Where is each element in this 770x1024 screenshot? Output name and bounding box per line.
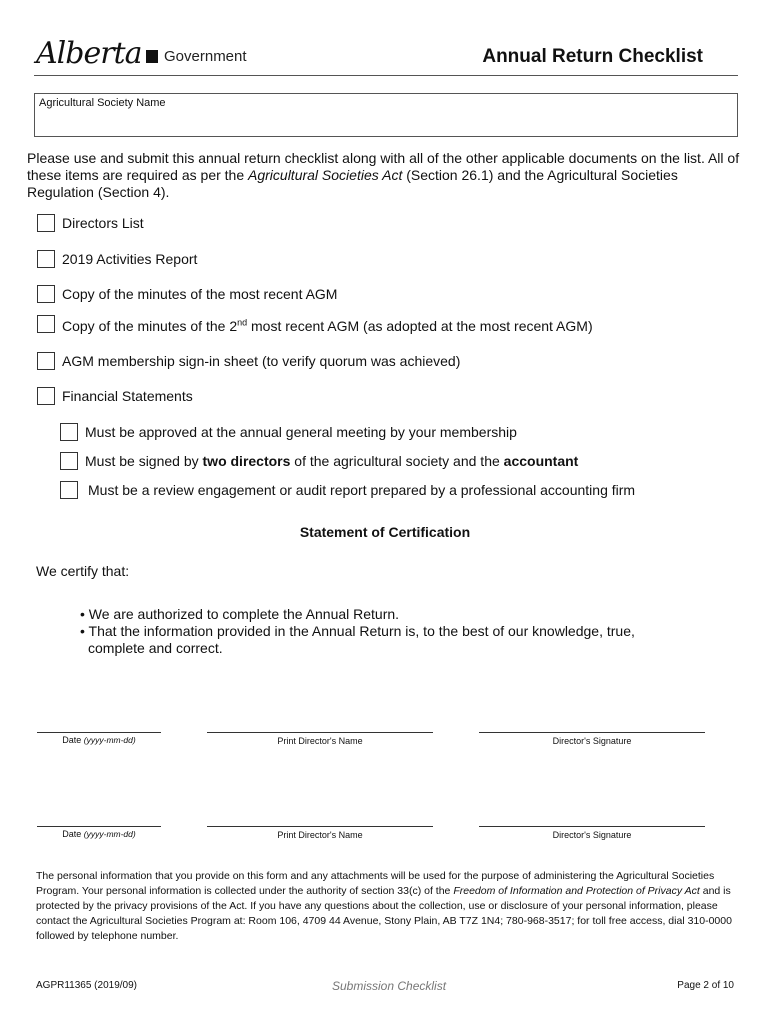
signed-text-two-directors: two directors <box>202 453 291 469</box>
financial-statements-checkbox[interactable] <box>37 387 55 405</box>
society-name-field[interactable] <box>34 93 738 137</box>
minutes-2nd-text-a: Copy of the minutes of the 2 <box>62 318 238 334</box>
print-name-label-1: Print Director's Name <box>277 736 363 746</box>
signature-line-1[interactable] <box>479 732 705 733</box>
privacy-notice <box>36 869 736 944</box>
document-title: Annual Return Checklist <box>482 46 703 67</box>
signature-label-1: Director's Signature <box>552 736 632 746</box>
directors-list-label: Directors List <box>62 215 144 231</box>
review-engagement-label: Must be a review engagement or audit report prepared by a professional accounting firm <box>88 482 636 498</box>
signin-sheet-label: AGM membership sign-in sheet (to verify quorum was achieved) <box>62 353 461 369</box>
society-name-label: Agricultural Society Name <box>39 97 166 109</box>
date-label-text-1: Date <box>62 735 84 745</box>
intro-paragraph <box>27 150 742 201</box>
print-name-line-1[interactable] <box>207 732 433 733</box>
date-line-2[interactable] <box>37 826 161 827</box>
activities-report-label: 2019 Activities Report <box>62 251 198 267</box>
header-divider <box>34 75 738 76</box>
privacy-text-1: The personal information that you provide on this form and any attachments will be used for the purpose of administering the Agricultural Societies Program. Your personal information is collected under the authority of section 33(c) of the <box>36 870 715 897</box>
signature-label-2: Director's Signature <box>552 830 632 840</box>
intro-text-1: Please use and submit this annual return checklist along with all of the other applicable documents on the list. All of these items are required as per the <box>27 150 740 183</box>
signin-sheet-checkbox[interactable] <box>37 352 55 370</box>
alberta-logo <box>36 36 247 76</box>
minutes-2nd-superscript: nd <box>237 317 248 328</box>
privacy-act-name: Freedom of Information and Protection of Privacy Act <box>453 885 700 897</box>
privacy-text-2: and is protected by the privacy provisions of the Act. If you have any questions about the collection, use or disclosure of your personal information, please contact the Agricultural Societies Program at: Room 106, 4709 44 Avenue, Stony Plain, AB T7Z 1N4; 780-968-3517; for toll free access, dial 310-0000 followed by telephone number. <box>36 885 732 942</box>
signed-text-c: of the agricultural society and the <box>290 453 504 469</box>
certification-bullet-1: • We are authorized to complete the Annual Return. <box>80 606 400 622</box>
certification-title: Statement of Certification <box>299 524 471 540</box>
signature-line-2[interactable] <box>479 826 705 827</box>
print-name-line-2[interactable] <box>207 826 433 827</box>
minutes-recent-agm-checkbox[interactable] <box>37 285 55 303</box>
directors-list-checkbox[interactable] <box>37 214 55 232</box>
form-code: AGPR11365 (2019/09) <box>36 980 137 991</box>
alberta-wordmark: Alberta <box>36 36 142 71</box>
minutes-recent-agm-label: Copy of the minutes of the most recent AGM <box>62 286 338 302</box>
minutes-2nd-text-b: most recent AGM (as adopted at the most recent AGM) <box>247 318 593 334</box>
approved-agm-checkbox[interactable] <box>60 423 78 441</box>
logo-mark-icon <box>146 50 158 63</box>
signed-text-a: Must be signed by <box>85 453 203 469</box>
date-label-text-2: Date <box>62 829 84 839</box>
certification-bullet-2: • That the information provided in the Annual Return is, to the best of our knowledge, true, complete and correct. <box>80 623 635 656</box>
date-format-1: (yyyy-mm-dd) <box>83 735 136 745</box>
page-number: Page 2 of 10 <box>677 980 734 991</box>
minutes-2nd-agm-label <box>62 318 593 334</box>
we-certify-text: We certify that: <box>36 563 130 579</box>
review-engagement-checkbox[interactable] <box>60 481 78 499</box>
print-name-label-2: Print Director's Name <box>277 830 363 840</box>
approved-agm-label: Must be approved at the annual general meeting by your membership <box>85 424 517 440</box>
logo-government-text: Government <box>164 48 247 65</box>
date-line-1[interactable] <box>37 732 161 733</box>
financial-statements-label: Financial Statements <box>62 388 193 404</box>
activities-report-checkbox[interactable] <box>37 250 55 268</box>
date-format-2: (yyyy-mm-dd) <box>83 829 136 839</box>
signed-text-accountant: accountant <box>503 453 579 469</box>
date-label-1 <box>37 735 161 745</box>
intro-text-2: (Section 26.1) and the Agricultural Societies Regulation (Section 4). <box>27 167 678 200</box>
signed-directors-checkbox[interactable] <box>60 452 78 470</box>
certification-bullets <box>80 606 660 657</box>
footer-section-title: Submission Checklist <box>332 979 447 993</box>
signed-directors-label <box>85 453 578 469</box>
minutes-2nd-agm-checkbox[interactable] <box>37 315 55 333</box>
date-label-2 <box>37 829 161 839</box>
intro-act-name: Agricultural Societies Act <box>248 167 403 183</box>
